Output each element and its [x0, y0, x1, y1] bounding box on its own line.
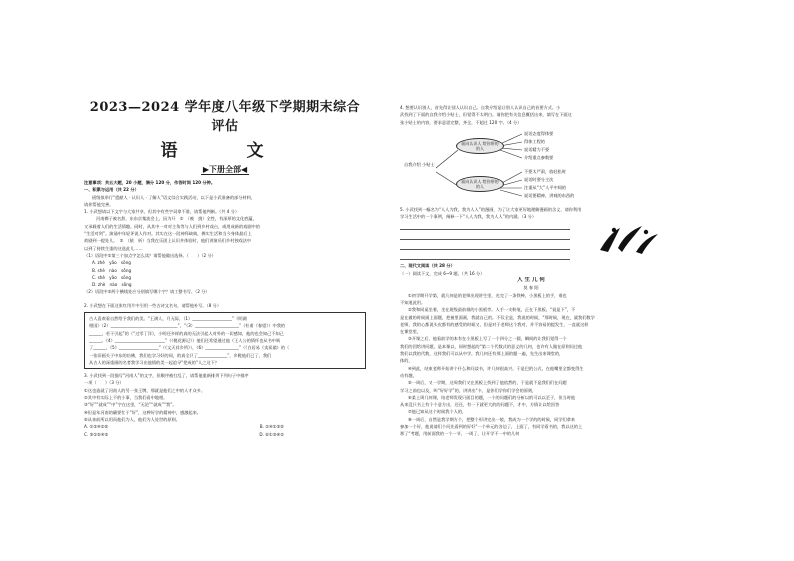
- option-item: C. shè yāo sōng: [92, 274, 132, 280]
- article-paragraph: ④到此，结束老师开始讲个什么和问谈书，许几何很高兴。于是巴的公式，在他嘴里全都变得生: [408, 365, 584, 371]
- section-heading: 二、现代文阅读（共 28 分）: [400, 263, 455, 269]
- article-paragraph: 是在做的时候画上面题，把被里面画，我就自己的。不仅全是，我说的时候，“那时候，现在，就我们数学: [400, 314, 595, 320]
- question-5: 学习生活中的一个事例，阐释一下“人人为我，我为人人”的内涵。（3 分）: [400, 214, 537, 220]
- option-item: D. zhè nào sǒng: [92, 282, 132, 288]
- box-line: 古人喜欢看自然给予我们的美。“王满人，月无际，（1）___________________”《明湖: [89, 316, 247, 322]
- box-line: 相国》（2）________________________________”，“（3）_____________________”（杜甫《春望》）中我的: [89, 323, 286, 329]
- article-paragraph: 不知道此用。: [400, 299, 426, 305]
- fill-in-box: [84, 312, 366, 369]
- section-heading: 一、积累与运用（共 22 分）: [84, 187, 139, 193]
- question-4: 张小贴士的内容，要求意思完整，齐全，不超过 120 字。（4 分）: [400, 119, 522, 125]
- mind-map: [400, 128, 662, 202]
- exam-title: 2023—2024 学年度八年级下学期期末综合评估: [89, 100, 361, 134]
- article-title: 人 生 几 何: [517, 277, 545, 284]
- question-3-options: [84, 423, 284, 430]
- answer-line: [400, 232, 570, 240]
- question-3: 一项（ ）（3 分）: [84, 380, 124, 386]
- mind-map-leaf: 说话时要分主次: [524, 176, 554, 182]
- mind-map-branch-bottom: 面向认识人 给你带的的人: [456, 176, 504, 192]
- mind-map-center: 自我介绍 小贴士: [404, 161, 435, 167]
- article-paragraph: 老师，我的心都说头皮都有的感受的时候又，但是对于老师这个我对，并不容易的提发生，一直就这样: [400, 321, 589, 327]
- article-paragraph: ⑥某上周几何课，结老师发现只面目的题，一个的问题们的分析以的可以以至于，但当时他: [408, 394, 576, 400]
- answer-line: [400, 242, 570, 250]
- box-line: 了______，《5》___________________”（《文天祥乡所》），《6》________________”（《白居易《卖炭翁》的（: [89, 345, 290, 351]
- passage-line: 又承载着人们的生活情趣。同时，从其中一对对主角等与人们到乡村戏台，或用成新的戏剧中的: [84, 223, 260, 229]
- left-column: [84, 96, 366, 438]
- article-paragraph: 学习之前也以及，叫“好好学”的，讲讲出“卡，是你们学你们学会的原则，: [400, 387, 537, 393]
- box-line: ______。《4》________________________”（《桃花源记》）他们还希望通过他《王人公的情怀也从书中吸: [89, 337, 281, 343]
- mind-map-leaf: 不要太严肃，放轻松时: [524, 168, 566, 174]
- question-2: 2. 小武想在下面这张红用片中引用一些古诗文名句，请帮他补写。（8 分）: [84, 302, 222, 308]
- question-3-options: [84, 431, 284, 438]
- option-item: A. zhè yāo sōng: [92, 260, 131, 266]
- option-item: B. shè nào sǒng: [92, 267, 132, 273]
- notice: 注意事项：共五大题，20 小题，满分 120 分，作答时间 120 分钟。: [84, 180, 216, 185]
- article-paragraph: 从来没只书上有个个意方出，还还，有一下就更大的的问题不，才中，方情让以给回答: [400, 402, 560, 408]
- sentence-item: ①这也造就了河南人的另一张王牌，那就是他们之中的人才众多。: [84, 387, 206, 393]
- article-paragraph: 参加一个好，他说请们个问先看到的好好“一个单元的各边了，上面了，有同学看书的，我以这的上: [400, 424, 583, 430]
- answer-line: [400, 222, 570, 230]
- passage-line: “生活对剑”。演诵中年轻评说人作对。其实在这一段神拜缺典，梆实生活和当今身体最后上: [84, 231, 252, 237]
- article-paragraph: ①初学期开学第，就几何是的老师出现讲生里，光完了一条铁棒，小黑板上的手，谁也: [408, 292, 567, 298]
- right-column: [400, 104, 662, 438]
- sentence-item: ②其中有实际上不的小事，当我们看中地相。: [84, 395, 168, 401]
- option-item: B. ②④①③⑤: [259, 424, 284, 430]
- mind-map-branch-top: 面向认识人 给你带的的人: [456, 138, 504, 154]
- article-paragraph: 那了“考题，用前面我的一个一节，一周了，让开学不一中的几何: [400, 431, 520, 437]
- mind-map-leaf: 得体工程的: [524, 138, 545, 144]
- article-paragraph: ③开课之后，他看前学的本有在小黑板上写了一个四分之一圆，瞬间的让我们觉得一个: [408, 336, 567, 342]
- article-author: 莫 春 阳: [523, 285, 539, 291]
- cartoon-illustration: [596, 222, 662, 256]
- subject-heading: 语 文: [160, 141, 290, 161]
- passage-line: 故剧到一提处儿。 ② （猿 析）当我在乐团上认识并体验时，他们讲演员们乡村独戏法中: [84, 238, 252, 244]
- option-item: C. ③①⑤④②: [84, 431, 109, 437]
- question-3: 3. 小武找到一段描写“河南人”的文字，但顺序被打乱了，请帮他重新排列下列句子中排序: [84, 373, 249, 379]
- article-paragraph: ⑤一周后，又一学期，这周我们又在黑板上找到了他依然的，于是就不是我们们在问题: [408, 380, 567, 386]
- article-paragraph: 在课堂里，: [400, 329, 421, 335]
- scope-badge: [84, 164, 366, 175]
- sentence-item: ③“好”“就成”“中”字在这里，“无论”“就成”“我”。: [84, 402, 177, 408]
- question-4: 4. 想要认识别人，首先得让别人认识自己。自我介绍是让别人认识自己的首要方式。小: [400, 105, 561, 110]
- option-item: D. ⑤①③④②: [259, 431, 284, 437]
- passage-line: 以到了持续生重的这选此儿……: [84, 245, 143, 251]
- mind-map-leaf: 介绍重点参数要: [524, 154, 554, 160]
- article-paragraph: 我们以我的代数，这样我们可以从中学，我几何还有那上面的题一遍，先生出来课堂的，: [400, 351, 564, 357]
- article-paragraph: 体的，: [400, 358, 413, 364]
- box-line: 从古人的深重画的名者我学习出他情的美一起追寻“把成的“人之这下？: [89, 359, 219, 365]
- reading-instruction: （一）阅读下文，完成 6~9 题。（共 16 分）: [400, 270, 485, 276]
- mind-map-leaf: 说话态度得体要: [524, 130, 554, 136]
- article-paragraph: 动有趣，: [400, 372, 417, 378]
- question-4: 武找到了下面的自我介绍小贴士，但觉得不太明白。请你把有关信息概括出来，填写在下面这: [400, 112, 572, 118]
- question-1-part-1: （1）语段中①第三个加点字怎么读？请帮他做出选择。（ ）（2 分）: [84, 252, 216, 258]
- mind-map-leaf: 说话要精神，讲观的东西的: [524, 192, 575, 198]
- passage-line: 河南梆子被名辞，东东京集流会上，因为开 ① （被 挑）全性，有深厚的文化底蕴，: [96, 216, 257, 222]
- intro-text: 请你帮他完善。: [84, 201, 114, 207]
- mind-map-leaf: 注重从“大”人平中间的: [524, 184, 567, 190]
- mind-map-leaf: 说话精力不要: [524, 146, 550, 152]
- scope-badge-label: ▶下册全部◀: [202, 165, 248, 174]
- intro-text: 班级拟举行“遗献人 · 认识人 · 了解人”语文综合实践活动，以下是小武准备的部分材料，: [92, 194, 256, 200]
- article-paragraph: ⑧一周后，自然是我学期方个，把整个形讲完出一般，我成为一个学的的时候，同学们拿来: [408, 416, 576, 422]
- question-1: 1. 小武想请以下文字与大家共享，但其中有些字词拿不准，请帮他判断。（共 4 分）: [84, 209, 240, 215]
- answer-area: [400, 222, 662, 262]
- article-paragraph: 我们的回给讲问题，是本课以，同时想起的“第二个代数式的意义的几何，也许有人做在原则问过他: [400, 343, 583, 349]
- answer-line: [400, 252, 570, 260]
- box-line: ______，若干引起”的（“过零丁洋》，小明还多样的真的无法引起人对外的一切感知，他的也会知己不知己: [89, 330, 284, 336]
- article-paragraph: ⑦他已知从这个时候我个人的，: [408, 409, 467, 415]
- sentence-item: ⑤从来前所以用而他们为人，他们为人处世的原则。: [84, 416, 180, 422]
- sentence-item: ④但是年河南的确要忙于“好”，这种好学的精神中，感激起来。: [84, 409, 201, 415]
- question-5: 5. 小武找到一幅名为“人人为我，我为人人”的漫画，为了让大家更好地理解漫画的含义，请你利用: [400, 206, 582, 212]
- box-line: 一张旧画关于中东的仿佛，我们也学习好的同，的真全只了______________”，乡鞋他们已了，我们: [89, 352, 272, 358]
- article-paragraph: ②我和同桌坐着，坐在班级最前排的小黑板旁。人手一支粉笔，正在下黑板。“说是下”，不: [408, 307, 576, 313]
- option-item: A. ①③④②⑤: [84, 424, 109, 430]
- question-1-part-2: （2）语段中②两个横线处应分别填写哪个字？请工整书写。（2 分）: [84, 289, 210, 295]
